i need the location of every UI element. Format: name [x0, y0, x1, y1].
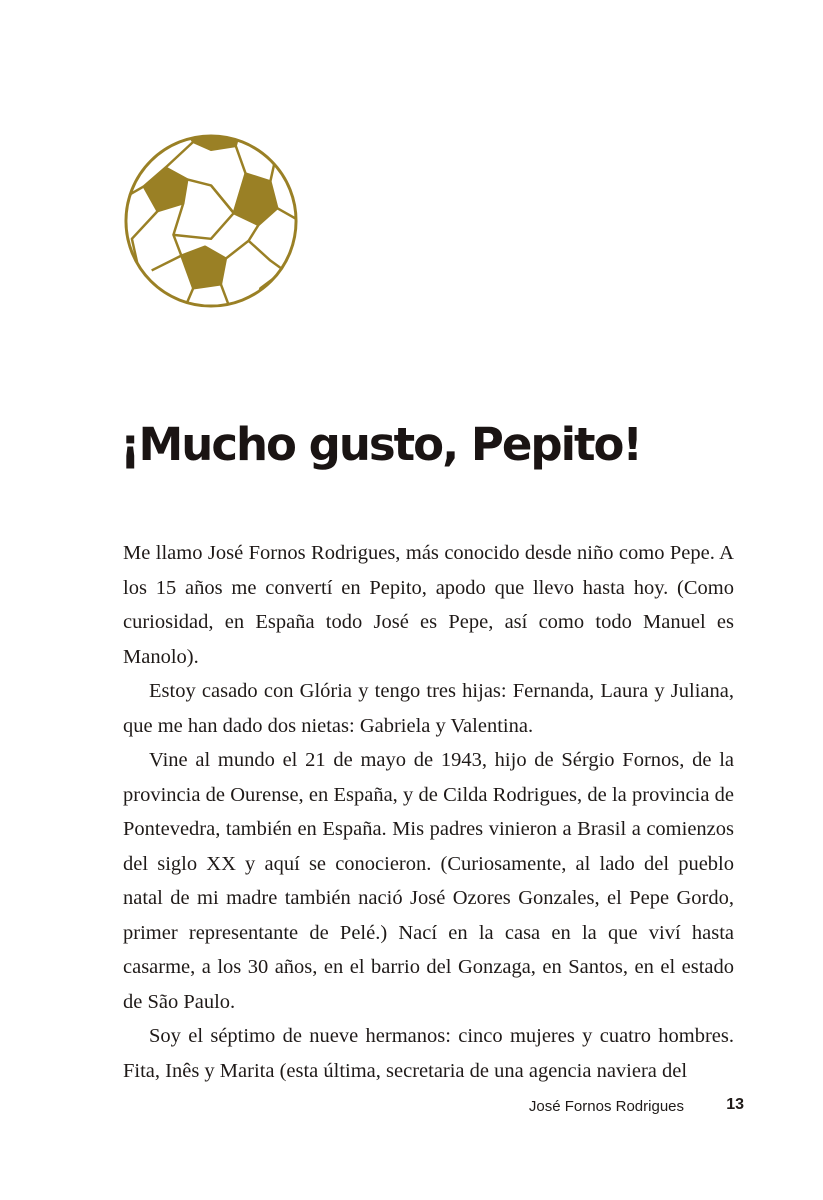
running-footer	[0, 1096, 744, 1120]
paragraph: Soy el séptimo de nueve hermanos: cinco mujeres y cuatro hombres. Fita, Inês y Marita (esta última, secretaria de una agencia naviera del	[123, 1025, 734, 1082]
page-number: 13	[726, 1096, 744, 1113]
paragraph: Me llamo José Fornos Rodrigues, más conocido desde niño como Pepe. A los 15 años me convertí en Pepito, apodo que llevo hasta hoy. (Como curiosidad, en España todo José es Pepe, así como todo Manuel es Manolo).	[123, 542, 734, 668]
body-text	[123, 536, 734, 1088]
paragraph: Estoy casado con Glória y tengo tres hijas: Fernanda, Laura y Juliana, que me han dado dos nietas: Gabriela y Valentina.	[123, 680, 734, 737]
chapter-title: ¡Mucho gusto, Pepito!	[120, 418, 641, 471]
footer-author: José Fornos Rodrigues	[528, 1098, 684, 1115]
soccer-ball-icon	[122, 132, 300, 310]
paragraph: Vine al mundo el 21 de mayo de 1943, hijo de Sérgio Fornos, de la provincia de Ourense, en España, y de Cilda Rodrigues, de la provincia de Pontevedra, también en España. Mis padres vinieron a Brasil a comienzos del siglo XX y aquí se conocieron. (Curiosamente, al lado del pueblo natal de mi madre también nació José Ozores Gonzales, el Pepe Gordo, primer representante de Pelé.) Nací en la casa en la que viví hasta casarme, a los 30 años, en el barrio del Gonzaga, en Santos, en el estado de São Paulo.	[123, 749, 734, 1013]
